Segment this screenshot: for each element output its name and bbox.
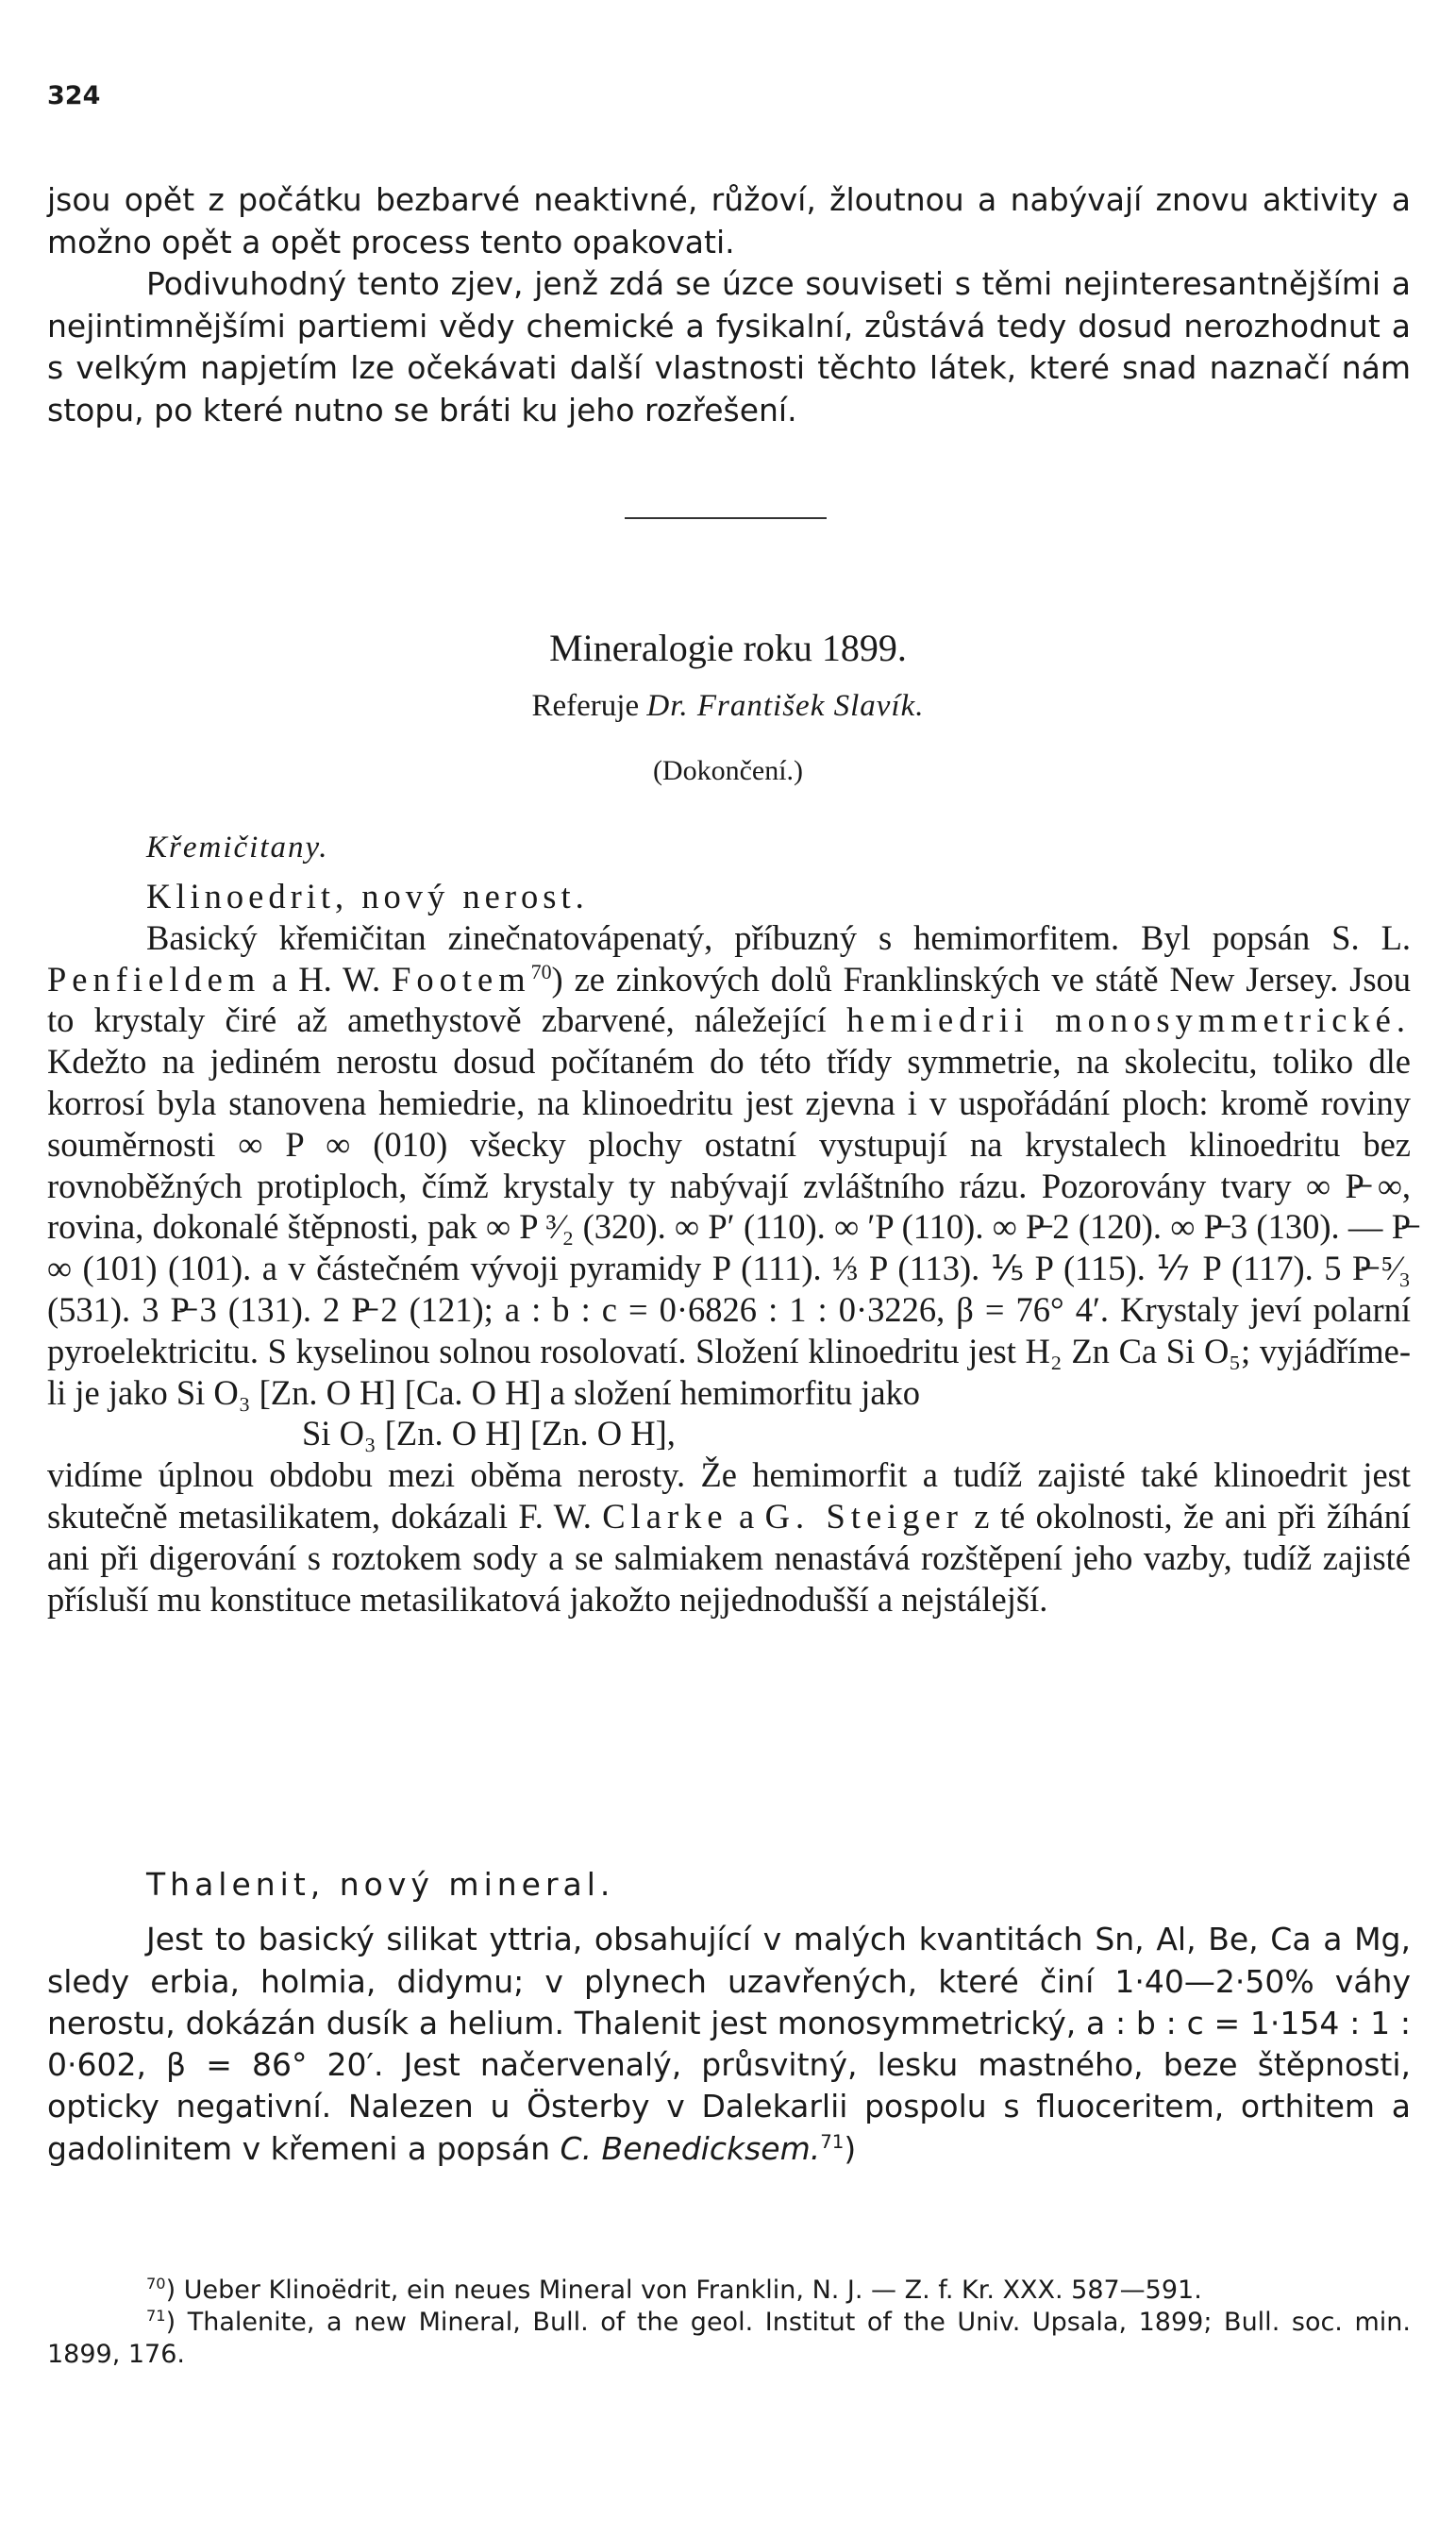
klinoedrit-text-2: a H. W. <box>272 959 381 999</box>
footnote-text: ) Ueber Klinoëdrit, ein neues Mineral von Franklin, N. J. — Z. f. Kr. XXX. 587—591. <box>165 2276 1202 2305</box>
klinoedrit-body <box>47 917 1411 1414</box>
footnote-ref-71: 71 <box>820 2130 845 2153</box>
intro-paragraph-1: jsou opět z počátku bezbarvé neaktivné, růžoví, žloutnou a nabývají znovu aktivity a možno opět a opět process tento opakovati. <box>47 181 1411 260</box>
article-byline <box>0 689 1456 724</box>
klinoedrit-text-1: Basický křemičitan zinečnatovápenatý, příbuzný s hemimorfitem. Byl popsán S. L. <box>146 917 1411 957</box>
page-number: 324 <box>47 81 101 110</box>
thalenit-close: ) <box>844 2129 857 2167</box>
author-foote: Footem <box>392 959 531 999</box>
byline-prefix: Referuje <box>531 689 640 723</box>
author-benedicks: C. Benedicksem. <box>560 2129 821 2167</box>
section-heading: Křemičitany. <box>146 831 329 865</box>
footnote-mark: 70 <box>146 2275 166 2292</box>
klinoedrit-conclusion <box>47 1454 1411 1620</box>
footnote-mark: 71 <box>146 2307 166 2325</box>
klinoedrit-text-4: Kdežto na jediném nerostu dosud počítaném do této třídy symmetrie, na skolecitu, toliko dle korrosí byla stanovena hemiedrie, na klinoedritu jest zjevna i v uspořádání ploch: kromě roviny souměrnosti ∞ P ∞ (010) všecky plochy ostatní vystupují na krystalech klinoedritu bez rovnoběžných protiploch, čímž krystaly ty nabývají zvláštního rázu. Pozorovány tvary ∞ P̶ ∞, rovina, dokonalé štěpnosti, pak ∞ P ³⁄₂ (320). ∞ P′ (110). ∞ ′P (110). ∞ P̶ 2 (120). ∞ P̶ 3 (130). — P̶ ∞ (101) (101). a v částečném vývoji pyramidy P (111). ⅓ P (113). ⅕ P (115). ⅐ P (117). 5 P̶ ⁵⁄₃ (531). 3 P̶ 3 (131). 2 P̶ 2 (121); a : b : c = 0·6826 : 1 : 0·3226, β = 76° 4′. Krystaly jeví polarní pyroelektricitu. S kyselinou solnou rosolovatí. Složení klinoedritu jest H₂ Zn Ca Si O₅; vyjádříme-li je jako Si O₃ [Zn. O H] [Ca. O H] a složení hemimorfitu jako <box>47 1042 1411 1412</box>
footnote-71 <box>47 2307 1411 2371</box>
author-penfield: Penfieldem <box>47 959 261 999</box>
continuation-note: (Dokončení.) <box>652 755 804 786</box>
footnotes <box>47 2275 1411 2371</box>
klinoedrit-article <box>47 876 1411 1620</box>
klinoedrit-text-3: ) ze zinkových dolů Franklinských ve státě New Jersey. Jsou to krystaly čiré až amethystově zbarvené, náležející <box>47 959 1412 1040</box>
footnote-70 <box>47 2275 1411 2307</box>
thalenit-heading: Thalenit, nový mineral. <box>146 1866 615 1903</box>
author-steiger: G. Steiger <box>764 1496 963 1536</box>
section-divider <box>625 517 827 519</box>
klinoedrit-heading: Klinoedrit, nový nerost. <box>146 877 589 915</box>
byline-author: Dr. František Slavík. <box>646 689 925 723</box>
thalenit-body <box>47 1919 1411 2170</box>
thalenit-text: Jest to basický silikat yttria, obsahující v malých kvantitách Sn, Al, Be, Ca a Mg, sledy erbia, holmia, didymu; v plynech uzavřených, které činí 1·40—2·50% váhy nerostu, dokázán dusík a helium. Thalenit jest monosymmetrický, a : b : c = 1·154 : 1 : 0·602, β = 86° 20′. Jest načervenalý, průsvitný, lesku mastného, beze štěpnosti, opticky negativní. Nalezen u Österby v Dalekarlii pospolu s fluoceritem, orthitem a gadolinitem v křemeni a popsán <box>47 1921 1411 2167</box>
intro-paragraph-2: Podivuhodný tento zjev, jenž zdá se úzce souviseti s těmi nejinteresantnějšími a nejintimnějšími partiemi vědy chemické a fysikalní, zůstává tedy dosud nerozhodnut a s velkým napjetím lze očekávati další vlastnosti těchto látek, které snad naznačí nám stopu, po které nutno se bráti ku jeho rozřešení. <box>47 265 1411 428</box>
formula-line: Si O₃ [Zn. O H] [Zn. O H], <box>302 1414 676 1453</box>
term-hemiedrie: hemiedrii monosymmetrické. <box>846 1000 1411 1040</box>
thalenit-article <box>47 1864 1411 2170</box>
intro-text <box>47 179 1411 432</box>
klinoedrit-text-5: vidíme úplnou obdobu mezi oběma nerosty. Že hemimorfit a tudíž zajisté také klinoedrit jest skutečně metasilikatem, dokázali F. W. <box>47 1455 1411 1536</box>
author-clarke: Clarke <box>602 1496 728 1536</box>
footnote-ref-70: 70 <box>530 959 552 983</box>
article-title: Mineralogie roku 1899. <box>549 627 907 669</box>
klinoedrit-text-7: z té okolnosti, že ani při žíhání ani při digerování s roztokem sody a se salmiakem nenastává rozštěpení jeho vazby, tudíž zajisté přísluší mu konstituce metasilikatová jakožto nejjednodušší a nejstálejší. <box>47 1496 1411 1619</box>
klinoedrit-text-6: a <box>739 1496 755 1536</box>
footnote-text: ) Thalenite, a new Mineral, Bull. of the geol. Institut of the Univ. Upsala, 1899; Bull. soc. min. 1899, 176. <box>47 2308 1411 2369</box>
